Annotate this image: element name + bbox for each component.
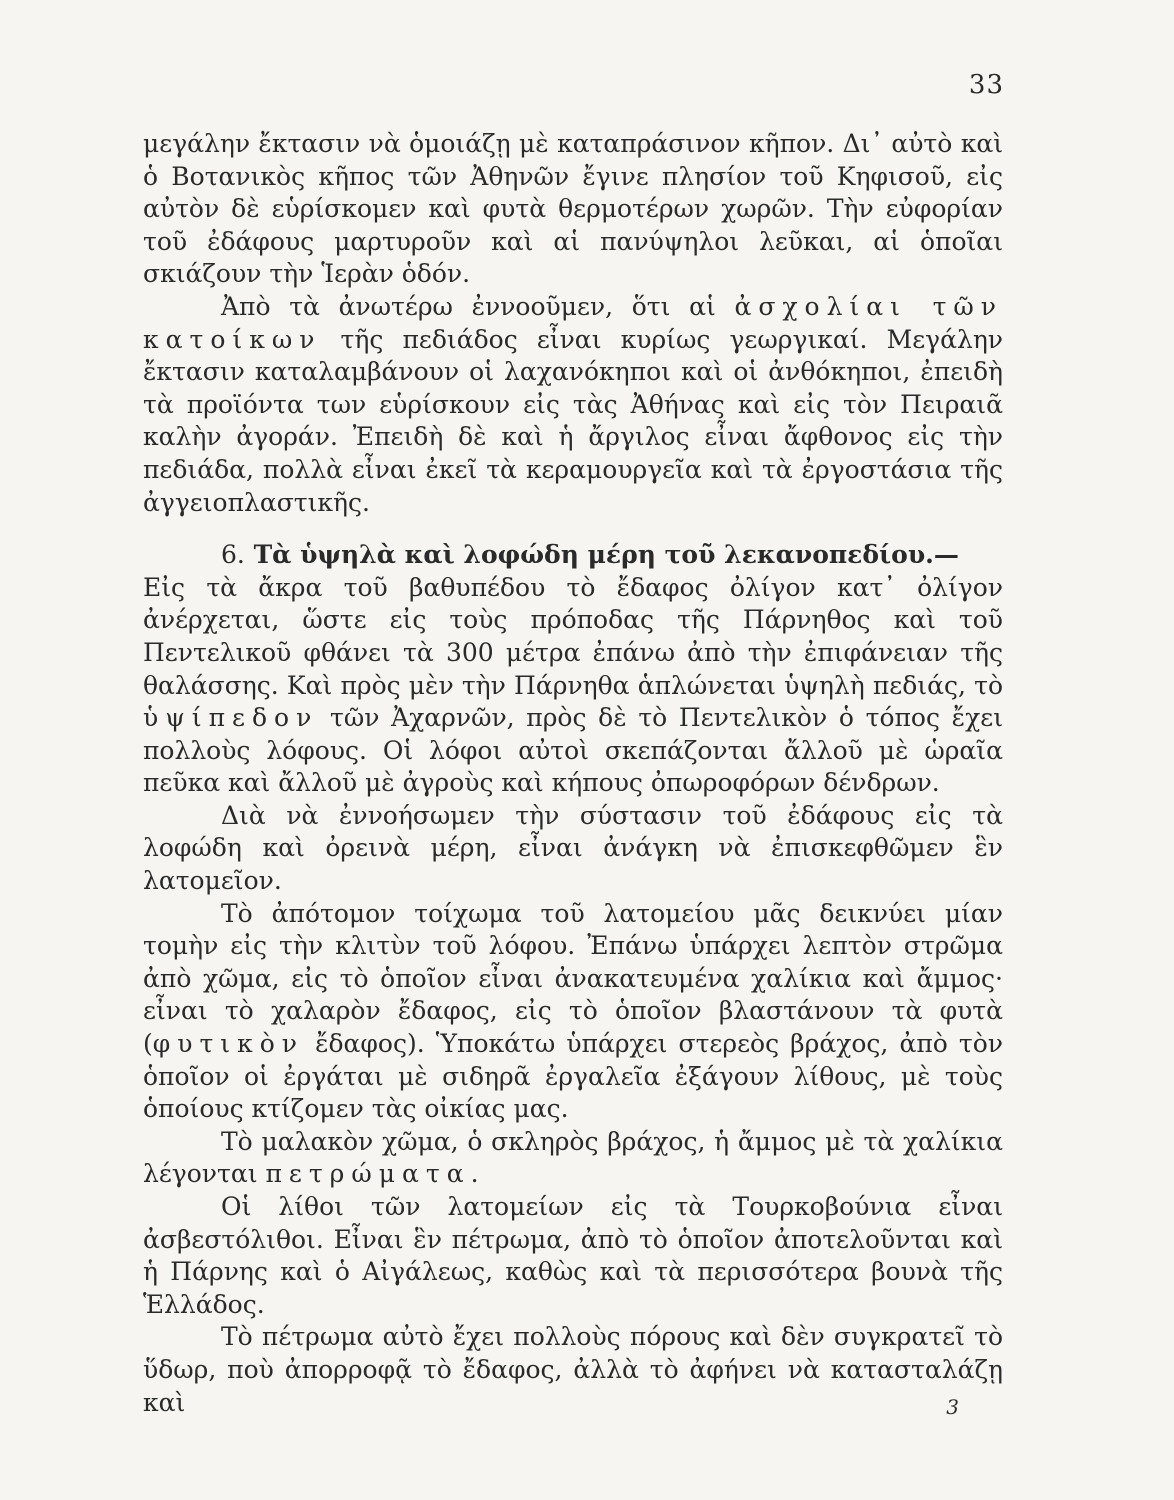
section-number: 6. — [221, 540, 245, 570]
section-title: Τὰ ὑψηλὰ καὶ λοφώδη μέρη τοῦ λεκανοπεδίου.— — [253, 540, 959, 570]
paragraph-continuation: μεγάλην ἔκτασιν νὰ ὁμοιάζῃ μὲ καταπράσινον κῆπον. Δι᾿ αὐτὸ καὶ ὁ Βοτανικὸς κῆπος τῶν Ἀθηνῶν ἔγινε πλησίον τοῦ Κηφισοῦ, εἰς αὐτὸν δὲ εὑρίσκομεν καὶ φυτὰ θερμοτέρων χωρῶν. Τὴν εὐφορίαν τοῦ ἐδάφους μαρτυροῦν καὶ αἱ πανύψηλοι λεῦκαι, αἱ ὁποῖαι σκιάζουν τὴν Ἱερὰν ὁδόν. — [143, 129, 1003, 289]
spaced-emphasis: ὑψίπεδον — [143, 703, 319, 733]
paragraph-limestone: Οἱ λίθοι τῶν λατομείων εἰς τὰ Τουρκοβούνια εἶναι ἀσβεστόλιθοι. Εἶναι ἓν πέτρωμα, ἀπὸ τὸ ὁποῖον ἀποτελοῦνται καὶ ἡ Πάρνης καὶ ὁ Αἰγάλεως, καθὼς καὶ τὰ περισσότερα βουνὰ τῆς Ἑλλάδος. — [143, 1192, 1003, 1319]
text-run: Ἀπὸ τὰ ἀνωτέρω ἐννοοῦμεν, ὅτι αἱ — [221, 291, 735, 321]
text-run: τῶν Ἀχαρνῶν, πρὸς δὲ τὸ Πεντελικὸν ὁ τόπος ἔχει πολλοὺς λόφους. Οἱ λόφοι αὐτοὶ σκεπάζονται ἄλλοῦ μὲ ὡραῖα πεῦκα καὶ ἄλλοῦ μὲ ἀγροὺς καὶ κήπους ὀπωροφόρων δένδρων. — [143, 703, 1003, 798]
spaced-emphasis: ἀσχολίαι τῶν κατοίκων — [143, 291, 1004, 354]
paragraph-quarry-visit: Διὰ νὰ ἐννοήσωμεν τὴν σύστασιν τοῦ ἐδάφους εἰς τὰ λοφώδη καὶ ὀρεινὰ μέρη, εἶναι ἀνάγκη νὰ ἐπισκεφθῶμεν ἓν λατομεῖον. — [143, 800, 1003, 896]
text-run: Τὸ ἀπότομον τοίχωμα τοῦ λατομείου μᾶς δεικνύει μίαν τομὴν εἰς τὴν κλιτὺν τοῦ λόφου. Ἐπάνω ὑπάρχει λεπτὸν στρῶμα ἀπὸ χῶμα, εἰς τὸ ὁποῖον εἶναι ἀνακατευμένα χαλίκια καὶ ἄμμος· εἶναι τὸ χαλαρὸν ἔδαφος, εἰς τὸ ὁποῖον βλαστάνουν τὰ φυτὰ ( — [143, 898, 1003, 1059]
body-text — [143, 128, 1003, 1419]
spaced-emphasis: πετρώματα — [265, 1159, 471, 1189]
paragraph-hills — [143, 572, 1003, 800]
paragraph-porous-rock: Τὸ πέτρωμα αὐτὸ ἔχει πολλοὺς πόρους καὶ δὲν συγκρατεῖ τὸ ὕδωρ, ποὺ ἀπορροφᾷ τὸ ἔδαφος, ἀλλὰ τὸ ἀφήνει νὰ κατασταλάζῃ καὶ — [143, 1322, 1003, 1417]
printer-signature: 3 — [946, 1395, 959, 1419]
paragraph-rocks — [143, 1126, 1003, 1191]
page-number: 33 — [968, 70, 1004, 100]
text-run: . — [470, 1159, 479, 1189]
text-run: τῆς πεδιάδος εἶναι κυρίως γεωργικαί. Μεγάλην ἔκτασιν καταλαμβάνουν οἱ λαχανόκηποι καὶ οἱ ἀνθόκηποι, ἐπειδὴ τὰ προϊόντα των εὑρίσκουν εἰς τὰς Ἀθήνας καὶ εἰς τὸν Πειραιᾶ καλὴν ἀγοράν. Ἐπειδὴ δὲ καὶ ἡ ἄργιλος εἶναι ἄφθονος εἰς τὴν πεδιάδα, πολλὰ εἶναι ἐκεῖ τὰ κεραμουργεῖα καὶ τὰ ἐργοστάσια τῆς ἀγγειοπλαστικῆς. — [143, 324, 1003, 517]
paragraph-quarry-wall — [143, 898, 1003, 1126]
paragraph-occupations — [143, 291, 1003, 519]
text-run: Εἰς τὰ ἄκρα τοῦ βαθυπέδου τὸ ἔδαφος ὀλίγον κατ᾿ ὀλίγον ἀνέρχεται, ὥστε εἰς τοὺς πρόποδας τῆς Πάρνηθος καὶ τοῦ Πεντελικοῦ φθάνει τὰ 300 μέτρα ἐπάνω ἀπὸ τὴν ἐπιφάνειαν τῆς θαλάσσης. Καὶ πρὸς μὲν τὴν Πάρνηθα ἁπλώνεται ὑψηλὴ πεδιάς, τὸ — [143, 572, 1003, 700]
section-heading — [143, 539, 1003, 572]
text-run: Τὸ μαλακὸν χῶμα, ὁ σκληρὸς βράχος, ἡ ἄμμος μὲ τὰ χαλίκια λέγονται — [143, 1126, 1003, 1189]
spaced-emphasis: φυτικὸν — [152, 1029, 304, 1059]
text-run: ἔδαφος). Ὑποκάτω ὑπάρχει στερεὸς βράχος, ἀπὸ τὸν ὁποῖον οἱ ἐργάται μὲ σιδηρᾶ ἐργαλεῖα ἐξάγουν λίθους, μὲ τοὺς ὁποίους κτίζομεν τὰς οἰκίας μας. — [143, 1029, 1003, 1124]
